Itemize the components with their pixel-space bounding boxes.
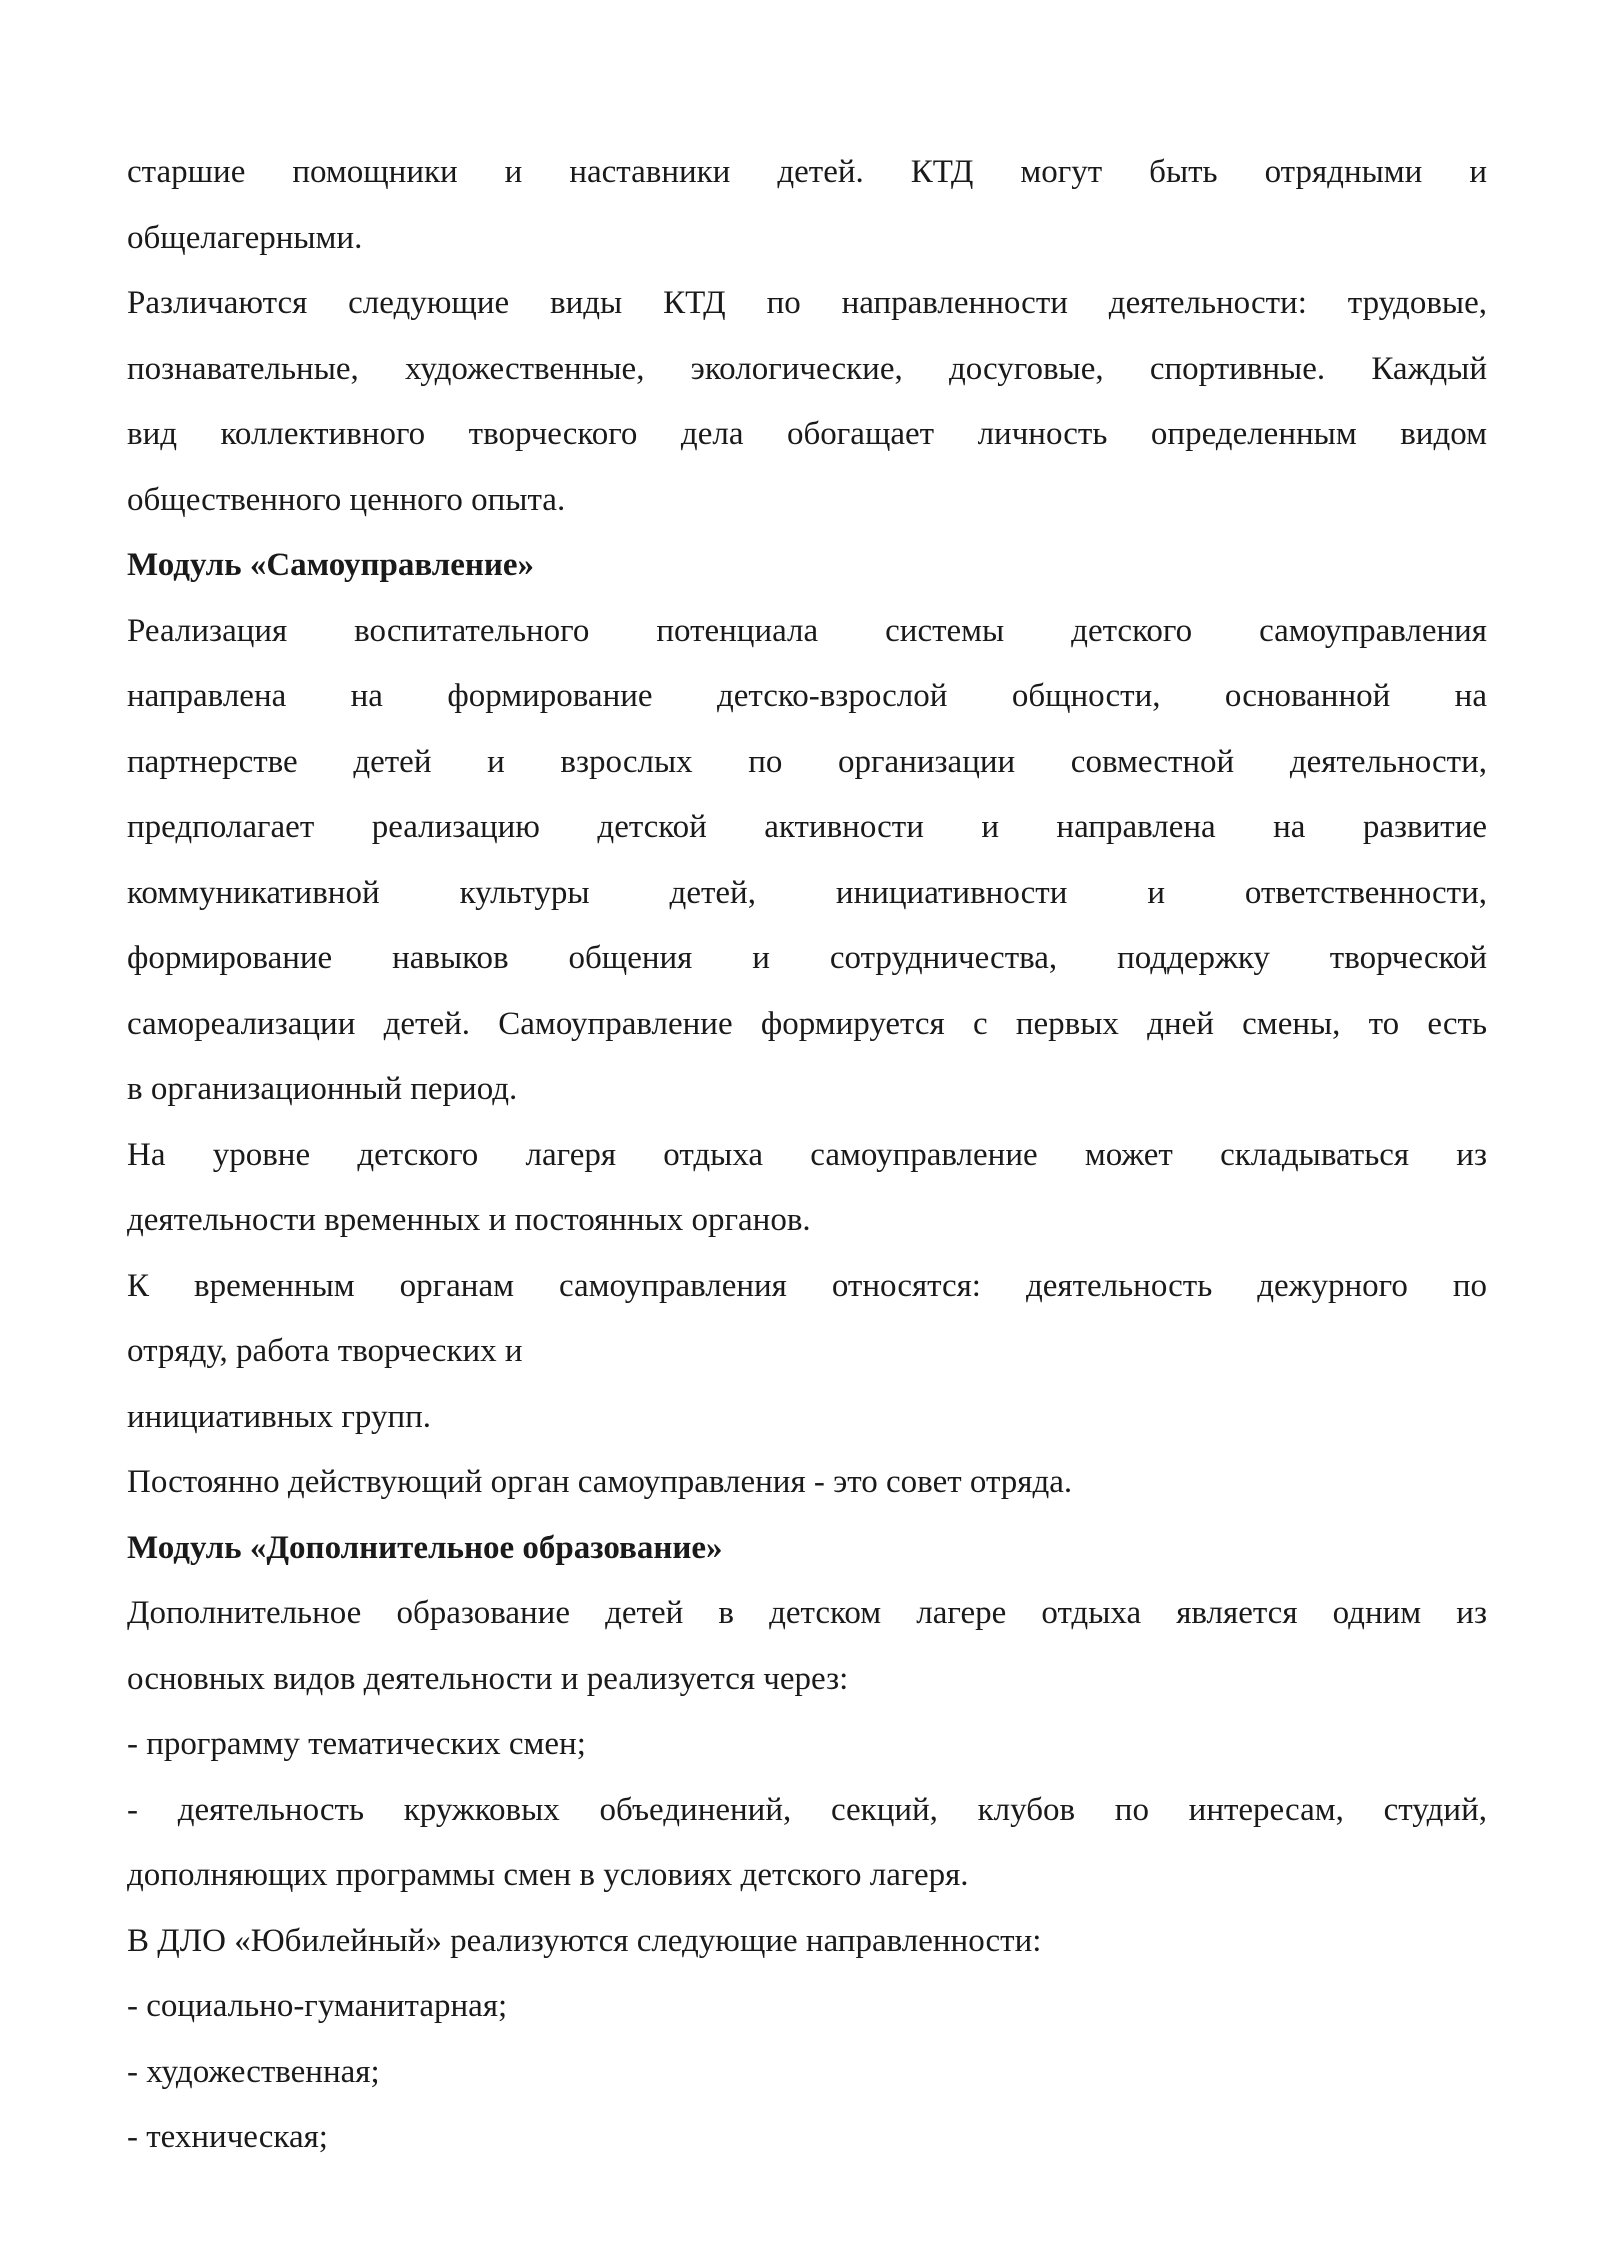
paragraph-line: Постоянно действующий орган самоуправления - это совет отряда. xyxy=(127,1464,1073,1500)
paragraph-line: основных видов деятельности и реализуется через: xyxy=(127,1660,849,1697)
paragraph-line: отряду, работа творческих и xyxy=(127,1333,523,1369)
paragraph-line: В ДЛО «Юбилейный» реализуются следующие направленности: xyxy=(127,1922,1042,1959)
paragraph xyxy=(127,1778,1487,1909)
document-page xyxy=(127,140,1487,2171)
paragraph-line: партнерстве детей и взрослых по организации совместной деятельности, xyxy=(127,743,1487,780)
paragraph xyxy=(127,1450,1487,1516)
paragraph-line: К временным органам самоуправления относятся: деятельность дежурного по xyxy=(127,1267,1487,1304)
paragraph-line: Различаются следующие виды КТД по направленности деятельности: трудовые, xyxy=(127,285,1487,321)
paragraph-line: - художественная; xyxy=(127,2053,380,2090)
paragraph-line: самореализации детей. Самоуправление формируется с первых дней смены, то есть xyxy=(127,1005,1487,1042)
paragraph-line: - программу тематических смен; xyxy=(127,1726,586,1762)
paragraph xyxy=(127,2105,1487,2171)
paragraph xyxy=(127,140,1487,271)
paragraph-line: дополняющих программы смен в условиях детского лагеря. xyxy=(127,1857,969,1893)
paragraph-line: общелагерными. xyxy=(127,219,363,256)
paragraph xyxy=(127,1123,1487,1254)
paragraph-line: формирование навыков общения и сотрудничества, поддержку творческой xyxy=(127,940,1487,976)
paragraph xyxy=(127,271,1487,533)
paragraph-line: - деятельность кружковых объединений, секций, клубов по интересам, студий, xyxy=(127,1791,1487,1828)
paragraph-line: познавательные, художественные, экологические, досуговые, спортивные. Каждый xyxy=(127,350,1487,387)
paragraph-line: Реализация воспитательного потенциала системы детского самоуправления xyxy=(127,612,1487,649)
paragraph xyxy=(127,599,1487,1123)
paragraph-line: инициативных групп. xyxy=(127,1398,432,1435)
paragraph-line: Дополнительное образование детей в детском лагере отдыха является одним из xyxy=(127,1595,1487,1631)
section-heading: Модуль «Самоуправление» xyxy=(127,547,535,583)
paragraph-line: - техническая; xyxy=(127,2119,328,2155)
paragraph xyxy=(127,2040,1487,2106)
paragraph xyxy=(127,1974,1487,2040)
paragraph-line: предполагает реализацию детской активности и направлена на развитие xyxy=(127,809,1487,845)
paragraph-line: деятельности временных и постоянных органов. xyxy=(127,1202,811,1238)
paragraph xyxy=(127,1385,1487,1451)
paragraph xyxy=(127,1712,1487,1778)
paragraph-line: направлена на формирование детско-взрослой общности, основанной на xyxy=(127,678,1487,714)
section-heading: Модуль «Дополнительное образование» xyxy=(127,1529,723,1566)
paragraph-line: вид коллективного творческого дела обогащает личность определенным видом xyxy=(127,416,1487,452)
paragraph xyxy=(127,1909,1487,1975)
paragraph-line: общественного ценного опыта. xyxy=(127,481,566,518)
paragraph-line: в организационный период. xyxy=(127,1071,518,1107)
paragraph xyxy=(127,1254,1487,1385)
paragraph-line: На уровне детского лагеря отдыха самоуправление может складываться из xyxy=(127,1136,1487,1173)
paragraph xyxy=(127,1581,1487,1712)
paragraph-line: коммуникативной культуры детей, инициативности и ответственности, xyxy=(127,874,1487,911)
paragraph-line: старшие помощники и наставники детей. КТД могут быть отрядными и xyxy=(127,154,1487,190)
paragraph-line: - социально-гуманитарная; xyxy=(127,1988,508,2024)
